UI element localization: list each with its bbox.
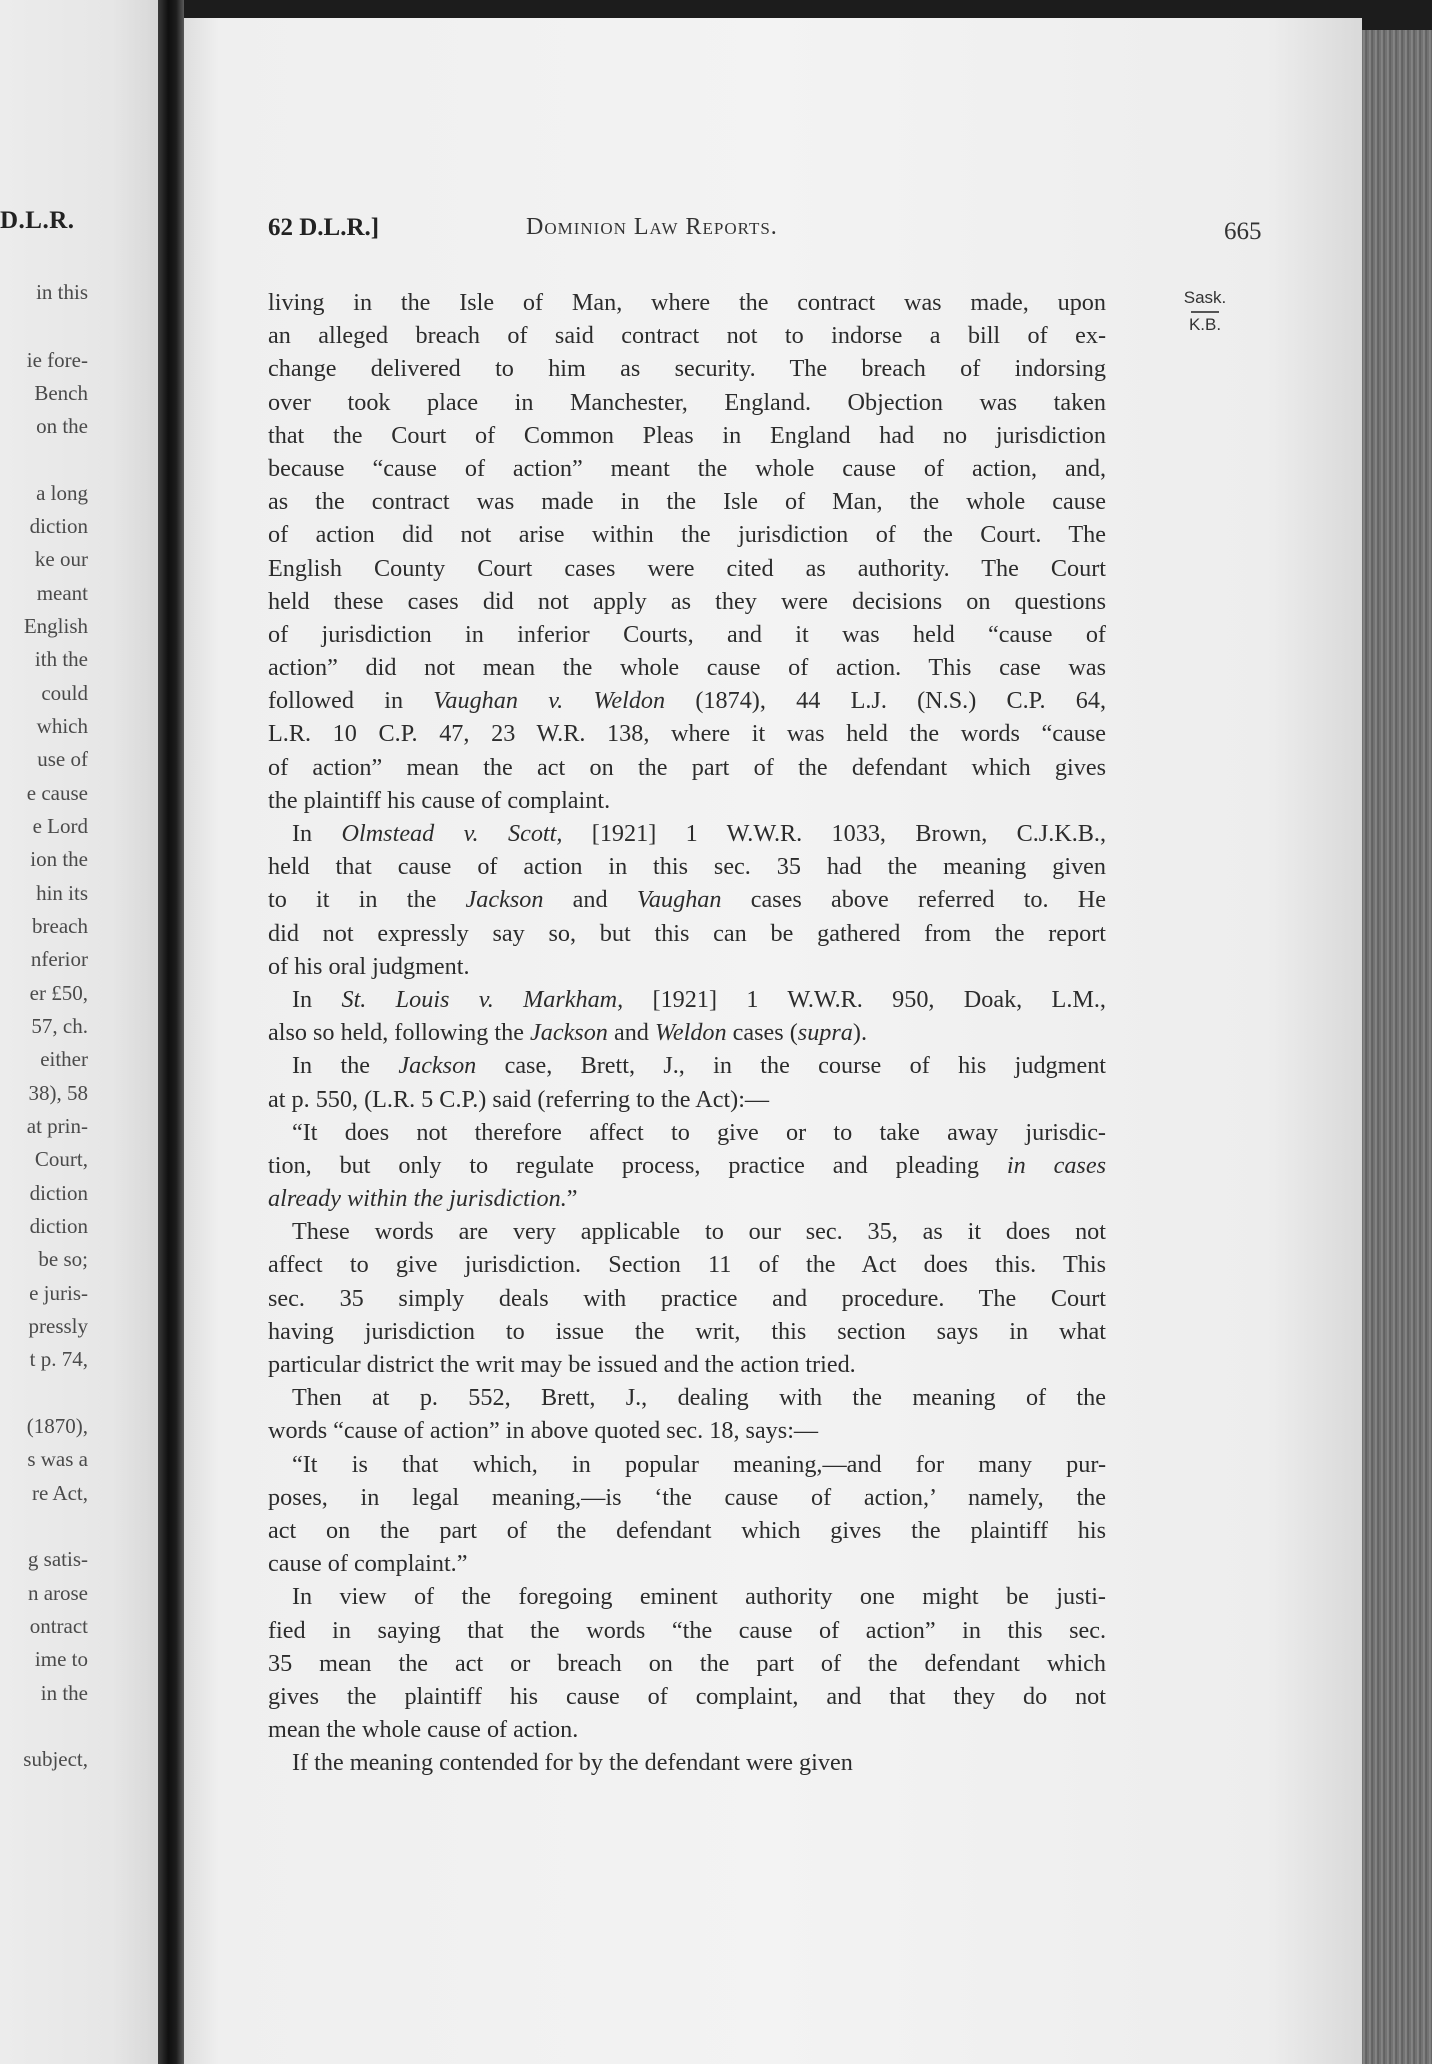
text-line: In Olmstead v. Scott, [1921] 1 W.W.R. 1033, Brown, C.J.K.B., [292,820,1106,847]
left-page-line: 57, ch. [31,1014,88,1038]
text-line: of action” mean the act on the part of the defendant which gives [268,753,1106,781]
text-line: fied in saying that the words “the cause of action” in this sec. [268,1616,1106,1644]
left-page-line: Bench [34,381,88,405]
left-page-line: use of [37,747,88,771]
text-line: having jurisdiction to issue the writ, this section says in what [268,1317,1106,1345]
text-line: In view of the foregoing eminent authority one might be justi- [292,1583,1106,1611]
text-line: of action did not arise within the jurisdiction of the Court. The [268,521,1106,549]
text-line: gives the plaintiff his cause of complaint, and that they do not [268,1682,1106,1710]
text-line: If the meaning contended for by the defendant were given [292,1749,853,1777]
text-line: Then at p. 552, Brett, J., dealing with the meaning of the [292,1384,1106,1412]
text-line: cause of complaint.” [268,1550,468,1578]
text-line: of his oral judgment. [268,952,470,980]
text-line: already within the jurisdiction.” [268,1185,578,1213]
text-line: also so held, following the Jackson and Weldon cases (supra). [268,1019,868,1047]
text-line: “It does not therefore affect to give or to take away jurisdic- [292,1118,1106,1146]
paragraph [268,1580,1106,1746]
body-text [268,286,1106,1779]
book-gutter [158,0,184,2064]
paragraph [268,1381,1106,1447]
text-line: as the contract was made in the Isle of Man, the whole cause [268,488,1106,516]
text-line: In St. Louis v. Markham, [1921] 1 W.W.R. 950, Doak, L.M., [292,985,1106,1013]
margin-note-division: K.B. [1188,315,1222,334]
text-line: held that cause of action in this sec. 35 had the meaning given [268,853,1106,881]
left-page-line: diction [29,1214,88,1238]
text-line: that the Court of Common Pleas in England had no jurisdiction [268,421,1106,449]
left-page-line: diction [29,1181,88,1205]
left-page-line: nferior [30,947,88,971]
paragraph [268,983,1106,1049]
paragraph [268,1116,1106,1216]
text-line: because “cause of action” meant the whole cause of action, and, [268,454,1106,482]
text-line: of jurisdiction in inferior Courts, and it was held “cause of [268,620,1106,648]
left-page-line: ith the [34,647,88,671]
margin-note-court: Sask. [1183,288,1227,307]
text-line: tion, but only to regulate process, practice and pleading in cases [268,1151,1106,1179]
left-page-line: diction [29,514,88,538]
left-page-line: hin its [36,881,88,905]
left-page-line: which [36,714,88,738]
text-line: to it in the Jackson and Vaughan cases above referred to. He [268,886,1106,914]
margin-note-rule [1191,311,1219,313]
left-page-line: a long [36,481,88,505]
left-page-line: at prin- [26,1114,88,1138]
text-line: These words are very applicable to our sec. 35, as it does not [292,1218,1106,1246]
text-line: affect to give jurisdiction. Section 11 of the Act does this. This [268,1251,1106,1279]
text-line: an alleged breach of said contract not to indorse a bill of ex- [268,322,1106,350]
left-page-line: in this [36,280,88,304]
left-page-line: ke our [34,547,88,571]
paragraph [268,1215,1106,1381]
left-page-line: in the [40,1681,88,1705]
left-page-line: e Lord [32,814,88,838]
text-line: L.R. 10 C.P. 47, 23 W.R. 138, where it was held the words “cause [268,720,1106,748]
text-line: over took place in Manchester, England. Objection was taken [268,388,1106,416]
left-page-line: English [23,614,88,638]
journal-title: Dominion Law Reports. [526,214,778,240]
left-page-line: ontract [29,1614,88,1638]
text-line: sec. 35 simply deals with practice and procedure. The Court [268,1284,1106,1312]
left-page-line: t p. 74, [29,1347,88,1371]
paragraph [268,1049,1106,1115]
left-page-line: e cause [26,781,88,805]
left-page-line: ion the [30,847,88,871]
text-line: the plaintiff his cause of complaint. [268,786,611,814]
left-page-line: ime to [34,1647,88,1671]
left-page-line: breach [32,914,88,938]
left-page-line: e juris- [29,1281,88,1305]
paragraph [268,817,1106,983]
left-page-line: n arose [27,1581,88,1605]
left-page-line: re Act, [32,1481,88,1505]
left-page-line: Court, [34,1147,88,1171]
text-line: held these cases did not apply as they were decisions on questions [268,587,1106,615]
left-facing-page [0,0,160,2064]
text-line: “It is that which, in popular meaning,—and for many pur- [292,1450,1106,1478]
left-page-line: er £50, [29,981,88,1005]
paragraph [268,286,1106,817]
left-page-line: (1870), [26,1414,88,1438]
text-line: act on the part of the defendant which gives the plaintiff his [268,1516,1106,1544]
running-head [268,214,1268,248]
text-line: poses, in legal meaning,—is ‘the cause of action,’ namely, the [268,1483,1106,1511]
left-page-line: either [40,1047,88,1071]
left-page-line: on the [36,414,88,438]
left-page-line: ie fore- [26,348,88,372]
left-page-line: s was a [27,1447,88,1471]
paragraph [268,1448,1106,1581]
text-line: words “cause of action” in above quoted sec. 18, says:— [268,1417,819,1445]
text-line: mean the whole cause of action. [268,1716,579,1744]
text-line: did not expressly say so, but this can be gathered from the report [268,919,1106,947]
text-line: action” did not mean the whole cause of action. This case was [268,654,1106,682]
left-running-head: D.L.R. [0,207,75,234]
text-line: at p. 550, (L.R. 5 C.P.) said (referring to the Act):— [268,1085,770,1113]
text-line: particular district the writ may be issued and the action tried. [268,1351,856,1378]
text-line: followed in Vaughan v. Weldon (1874), 44 L.J. (N.S.) C.P. 64, [268,687,1106,715]
left-page-line: subject, [23,1747,88,1771]
paragraph [268,1746,1106,1779]
left-page-line: 38), 58 [28,1081,88,1105]
text-line: living in the Isle of Man, where the contract was made, upon [268,289,1106,316]
left-page-line: pressly [28,1314,88,1338]
left-page-line: could [41,681,88,705]
left-page-line: g satis- [27,1547,88,1571]
margin-note [1170,288,1240,335]
left-page-line: be so; [38,1247,88,1271]
page-edges [1362,30,1432,2064]
text-line: change delivered to him as security. The breach of indorsing [268,355,1106,383]
volume-reference: 62 D.L.R.] [268,214,380,241]
text-line: In the Jackson case, Brett, J., in the course of his judgment [292,1052,1107,1080]
page-number: 665 [1224,218,1262,245]
text-line: English County Court cases were cited as authority. The Court [268,554,1106,582]
left-page-line: meant [36,581,88,605]
text-line: 35 mean the act or breach on the part of the defendant which [268,1649,1106,1677]
